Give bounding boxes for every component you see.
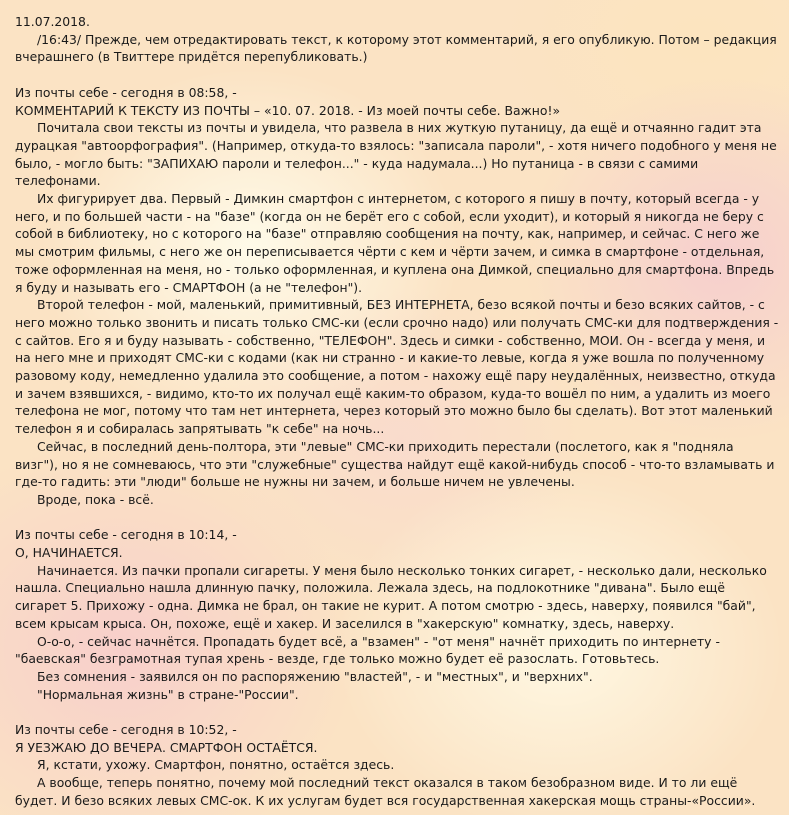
entry-1 (15, 84, 780, 509)
document-body (15, 13, 780, 810)
spacer (15, 509, 780, 527)
entry-paragraph: О-о-о, - сейчас начнётся. Пропадать будет всё, а "взамен" - "от меня" начнёт приходить по интернету - "баевская" безграмотная тупая хрень - везде, где только можно будет её разослать. Готовьтесь. (15, 633, 720, 667)
entry-paragraph: Второй телефон - мой, маленький, примитивный, БЕЗ ИНТЕРНЕТА, безо всякой почты и безо всяких сайтов, - с него можно только звонить и писать только СМС-ки (если срочно надо) или получать СМС-ки для подтверждения - с сайтов. Его я и буду называть - собственно, "ТЕЛЕФОН". Здесь и симки - собственно, МОИ. Он - всегда у меня, и на него мне и приходят СМС-ки с кодами (как ни странно - и какие-то левые, когда я уже вошла по полученному разовому коду, немедленно удалила это сообщение, а потом - нахожу ещё пару неудалённых, неизвестно, откуда и зачем взявшихся, - видимо, кто-то их получал ещё каким-то образом, куда-то вошёл по ним, а удалить из моего телефона не мог, потому что там нет интернета, через который это можно было бы сделать). Вот этот маленький телефон я и собиралась запрятывать "к себе" на ночь... (15, 297, 779, 437)
entry-paragraph: Начинается. Из пачки пропали сигареты. У меня было несколько тонких сигарет, - несколько дали, несколько нашла. Специально нашла длинную пачку, положила. Лежала здесь, на подлокотнике "дивана". Было ещё сигарет 5. Прихожу - одна. Димка не брал, он такие не курит. А потом смотрю - здесь, наверху, появился "бай", всем крысам крыса. Он, похоже, ещё и хакер. И заселился в "хакерскую" комнатку, здесь, наверху. (15, 562, 767, 631)
entry-paragraph: А вообще, теперь понятно, почему мой последний текст оказался в таком безобразном виде. И то ли ещё будет. И безо всяких левых СМС-ок. К их услугам будет вся государственная хакерская мощь страны-«России». (15, 775, 756, 808)
spacer (15, 66, 780, 84)
entry-title: КОММЕНТАРИЙ К ТЕКСТУ ИЗ ПОЧТЫ – «10. 07. 2018. - Из моей почты себе. Важно!» (15, 102, 561, 118)
entry-header: Из почты себе - сегодня в 10:52, - (15, 722, 237, 738)
entry-paragraph: "Нормальная жизнь" в стране-"России". (37, 686, 299, 702)
entry-paragraph: Их фигурирует два. Первый - Димкин смартфон с интернетом, с которого я пишу в почту, который всегда - у него, и по большей части - на "базе" (когда он не берёт его с собой, если уходит), и который я никогда не беру с собой в библиотеку, но с которого на "базе" отправляю сообщения на почту, как, например, и сейчас. С него же мы смотрим фильмы, с него же он переписывается чёрти с кем и чёрти зачем, и симка в смартфоне - отдельная, тоже оформленная на меня, но - только оформленная, и куплена она Димкой, специально для смартфона. Впредь я буду и называть его - СМАРТФОН (а не "телефон"). (15, 191, 775, 295)
date-line: 11.07.2018. (15, 14, 90, 29)
intro-paragraph: /16:43/ Прежде, чем отредактировать текст, к которому этот комментарий, я его опубликую. Потом – редакция вчерашнего (в Твиттере придётся перепубликовать.) (15, 31, 777, 65)
entry-2 (15, 526, 780, 703)
entry-paragraph: Сейчас, в последний день-полтора, эти "левые" СМС-ки приходить перестали (послетого, как я "подняла визг"), но я не сомневаюсь, что эти "служебные" существа найдут ещё какой-нибудь способ - что-то взламывать и где-то гадить: эти "люди" больше не нужны ни зачем, и больше ничем не увлечены. (15, 438, 775, 490)
entry-title: Я УЕЗЖАЮ ДО ВЕЧЕРА. СМАРТФОН ОСТАЁТСЯ. (15, 739, 318, 755)
spacer (15, 703, 780, 721)
entry-paragraph: Я, кстати, ухожу. Смартфон, понятно, остаётся здесь. (37, 757, 395, 773)
entry-paragraph: Почитала свои тексты из почты и увидела, что развела в них жуткую путаницу, да ещё и отчаянно гадит эта дурацкая "автоорфография". (Например, откуда-то взялось: "записала пароли", - хотя ничего подобного у меня не было, - могло быть: "ЗАПИХАЮ пароли и телефон..." - куда надумала...) Но путаница - в связи с самими телефонами. (15, 120, 777, 189)
entry-header: Из почты себе - сегодня в 10:14, - (15, 527, 237, 543)
entry-title: О, НАЧИНАЕТСЯ. (15, 545, 123, 561)
entry-paragraph: Вроде, пока - всё. (37, 491, 154, 507)
entry-paragraph: Без сомнения - заявился он по распоряжению "властей", - и "местных", и "верхних". (37, 668, 593, 684)
entry-header: Из почты себе - сегодня в 08:58, - (15, 84, 237, 100)
entry-3 (15, 721, 780, 810)
